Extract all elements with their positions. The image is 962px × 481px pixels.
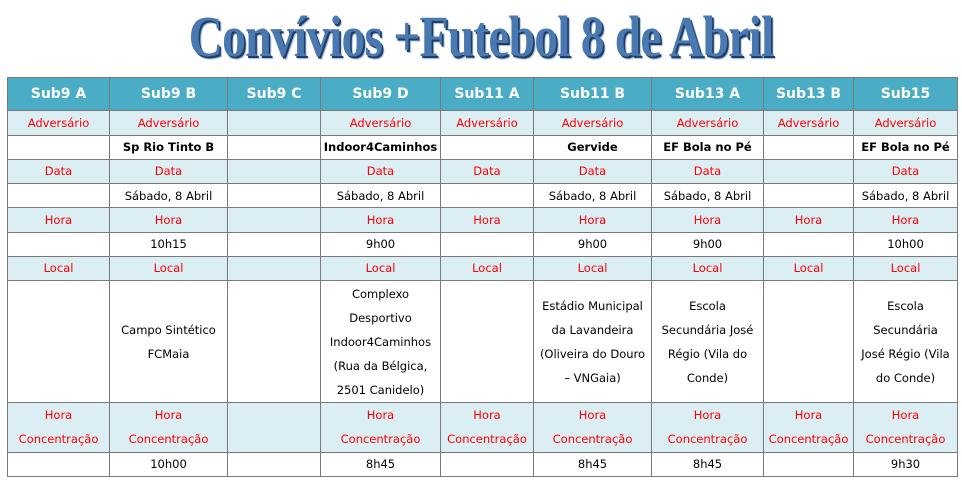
hora-concentracao-label [110, 403, 228, 452]
hora-value-sub11-a [441, 232, 534, 256]
hora-value-sub9-b: 10h15 [110, 232, 228, 256]
adversario-label: Adversário [652, 111, 764, 135]
hora-concentracao-label [8, 403, 110, 452]
adversario-value-sub9-b: Sp Rio Tinto B [110, 135, 228, 159]
hora-concentracao-label-line1: Hora [794, 408, 823, 423]
hora-concentracao-label [534, 403, 652, 452]
local-line: Campo Sintético [121, 322, 216, 337]
empty-cell [228, 208, 321, 232]
hora-value-sub13-a: 9h00 [652, 232, 764, 256]
hora-label: Hora [110, 208, 228, 232]
data-value-sub9-c [228, 184, 321, 208]
local-line: Secundária José [661, 322, 754, 337]
data-label: Data [8, 159, 110, 183]
adversario-value-row [8, 135, 958, 159]
adversario-value-sub15: EF Bola no Pé [854, 135, 958, 159]
local-label: Local [8, 256, 110, 280]
adversario-value-sub13-b [764, 135, 854, 159]
hora-concentracao-label-line1: Hora [578, 408, 607, 423]
empty-cell [764, 159, 854, 183]
hora-concentracao-label [764, 403, 854, 452]
hora-concentracao-label-line1: Hora [366, 408, 395, 423]
adversario-value-sub11-b: Gervide [534, 135, 652, 159]
hora-concentracao-label-line2: Concentração [865, 432, 946, 447]
local-line: do Conde) [875, 370, 936, 385]
hora-concentracao-label-line1: Hora [693, 408, 722, 423]
local-value-sub9-c [228, 280, 321, 402]
hora-label: Hora [8, 208, 110, 232]
hora-value-row [8, 232, 958, 256]
adversario-label: Adversário [321, 111, 441, 135]
hora-label: Hora [652, 208, 764, 232]
hora_concentracao-value-sub11-b: 8h45 [534, 452, 652, 476]
hora-value-sub9-c [228, 232, 321, 256]
hora-value-sub13-b [764, 232, 854, 256]
local-line: Escola [887, 298, 924, 313]
local-value-sub9-b [110, 280, 228, 402]
data-value-sub9-a [8, 184, 110, 208]
local-label: Local [534, 256, 652, 280]
local-line: FCMaia [147, 346, 190, 361]
adversario-label: Adversário [110, 111, 228, 135]
column-header-sub13-a: Sub13 A [652, 78, 764, 111]
hora_concentracao-value-sub11-a [441, 452, 534, 476]
adversario-label: Adversário [8, 111, 110, 135]
empty-cell [228, 256, 321, 280]
data-label: Data [652, 159, 764, 183]
hora-concentracao-label [441, 403, 534, 452]
local-line: Estádio Municipal [542, 298, 643, 313]
local-line: Desportivo [349, 310, 412, 325]
hora-concentracao-label-line2: Concentração [768, 432, 849, 447]
hora-concentracao-label-line2: Concentração [667, 432, 748, 447]
hora-concentracao-label-line1: Hora [891, 408, 920, 423]
local-value-row [8, 280, 958, 402]
hora-concentracao-label [854, 403, 958, 452]
hora-label: Hora [441, 208, 534, 232]
hora-value-sub11-b: 9h00 [534, 232, 652, 256]
data-value-sub9-d: Sábado, 8 Abril [321, 184, 441, 208]
hora-concentracao-label-line1: Hora [473, 408, 501, 423]
hora-concentracao-label-row [8, 403, 958, 452]
data-value-sub13-a: Sábado, 8 Abril [652, 184, 764, 208]
local-line: Régio (Vila do [667, 346, 748, 361]
adversario-label-row [8, 111, 958, 135]
hora-concentracao-label [652, 403, 764, 452]
local-line: 2501 Canidelo) [336, 382, 425, 397]
schedule-table [7, 77, 958, 477]
local-value-sub13-b [764, 280, 854, 402]
adversario-value-sub9-c [228, 135, 321, 159]
data-value-sub11-a [441, 184, 534, 208]
hora-concentracao-label-line2: Concentração [552, 432, 633, 447]
hora-label: Hora [534, 208, 652, 232]
adversario-value-sub9-d: Indoor4Caminhos [321, 135, 441, 159]
hora-concentracao-label-line2: Concentração [128, 432, 209, 447]
page-title: Convívios +Futebol 8 de Abril [188, 4, 774, 69]
data-label: Data [110, 159, 228, 183]
local-line: Indoor4Caminhos [329, 334, 432, 349]
adversario-value-sub13-a: EF Bola no Pé [652, 135, 764, 159]
data-value-sub15: Sábado, 8 Abril [854, 184, 958, 208]
local-line: Secundária [873, 322, 938, 337]
column-header-sub9-b: Sub9 B [110, 78, 228, 111]
local-line: Escola [689, 298, 726, 313]
local-value-sub13-a [652, 280, 764, 402]
local-line: (Oliveira do Douro [539, 346, 646, 361]
hora_concentracao-value-sub13-b [764, 452, 854, 476]
column-header-sub11-b: Sub11 B [534, 78, 652, 111]
local-line: Conde) [686, 370, 729, 385]
data-label: Data [441, 159, 534, 183]
column-header-sub9-c: Sub9 C [228, 78, 321, 111]
local-label: Local [441, 256, 534, 280]
hora_concentracao-value-sub15: 9h30 [854, 452, 958, 476]
adversario-label: Adversário [764, 111, 854, 135]
header-row [8, 78, 958, 111]
empty-cell [228, 403, 321, 452]
hora-label: Hora [321, 208, 441, 232]
data-value-sub13-b [764, 184, 854, 208]
local-value-sub11-a [441, 280, 534, 402]
empty-cell [228, 159, 321, 183]
adversario-label: Adversário [441, 111, 534, 135]
local-label: Local [854, 256, 958, 280]
column-header-sub13-b: Sub13 B [764, 78, 854, 111]
adversario-label: Adversário [854, 111, 958, 135]
data-value-sub9-b: Sábado, 8 Abril [110, 184, 228, 208]
hora-concentracao-label-line2: Concentração [340, 432, 421, 447]
local-value-sub9-d [321, 280, 441, 402]
hora-concentracao-label-line2: Concentração [18, 432, 99, 447]
adversario-value-sub11-a [441, 135, 534, 159]
data-label: Data [854, 159, 958, 183]
adversario-label: Adversário [534, 111, 652, 135]
hora-label: Hora [764, 208, 854, 232]
data-label-row [8, 159, 958, 183]
hora_concentracao-value-sub9-c [228, 452, 321, 476]
hora_concentracao-value-sub9-a [8, 452, 110, 476]
hora-value-sub9-d: 9h00 [321, 232, 441, 256]
local-line: Complexo [351, 286, 410, 301]
local-value-sub15 [854, 280, 958, 402]
hora-value-sub15: 10h00 [854, 232, 958, 256]
data-value-sub11-b: Sábado, 8 Abril [534, 184, 652, 208]
data-value-row [8, 184, 958, 208]
hora-concentracao-label-line2: Concentração [447, 432, 527, 447]
local-label: Local [110, 256, 228, 280]
hora-label-row [8, 208, 958, 232]
hora-concentracao-label [321, 403, 441, 452]
column-header-sub15: Sub15 [854, 78, 958, 111]
column-header-sub9-d: Sub9 D [321, 78, 441, 111]
local-line: (Rua da Bélgica, [333, 358, 428, 373]
local-line: José Régio (Vila [861, 346, 950, 361]
local-line: da Lavandeira [551, 322, 634, 337]
adversario-value-sub9-a [8, 135, 110, 159]
local-label: Local [321, 256, 441, 280]
column-header-sub11-a: Sub11 A [441, 78, 534, 111]
local-value-sub9-a [8, 280, 110, 402]
local-label-row [8, 256, 958, 280]
hora-value-sub9-a [8, 232, 110, 256]
column-header-sub9-a: Sub9 A [8, 78, 110, 111]
data-label: Data [321, 159, 441, 183]
local-label: Local [652, 256, 764, 280]
hora-label: Hora [854, 208, 958, 232]
local-line: – VNGaia) [564, 370, 621, 385]
empty-cell [228, 111, 321, 135]
hora_concentracao-value-sub9-d: 8h45 [321, 452, 441, 476]
hora-concentracao-label-line1: Hora [154, 408, 183, 423]
data-label: Data [534, 159, 652, 183]
local-value-sub11-b [534, 280, 652, 402]
hora-concentracao-label-line1: Hora [44, 408, 73, 423]
hora_concentracao-value-row [8, 452, 958, 476]
local-label: Local [764, 256, 854, 280]
hora_concentracao-value-sub9-b: 10h00 [110, 452, 228, 476]
hora_concentracao-value-sub13-a: 8h45 [652, 452, 764, 476]
